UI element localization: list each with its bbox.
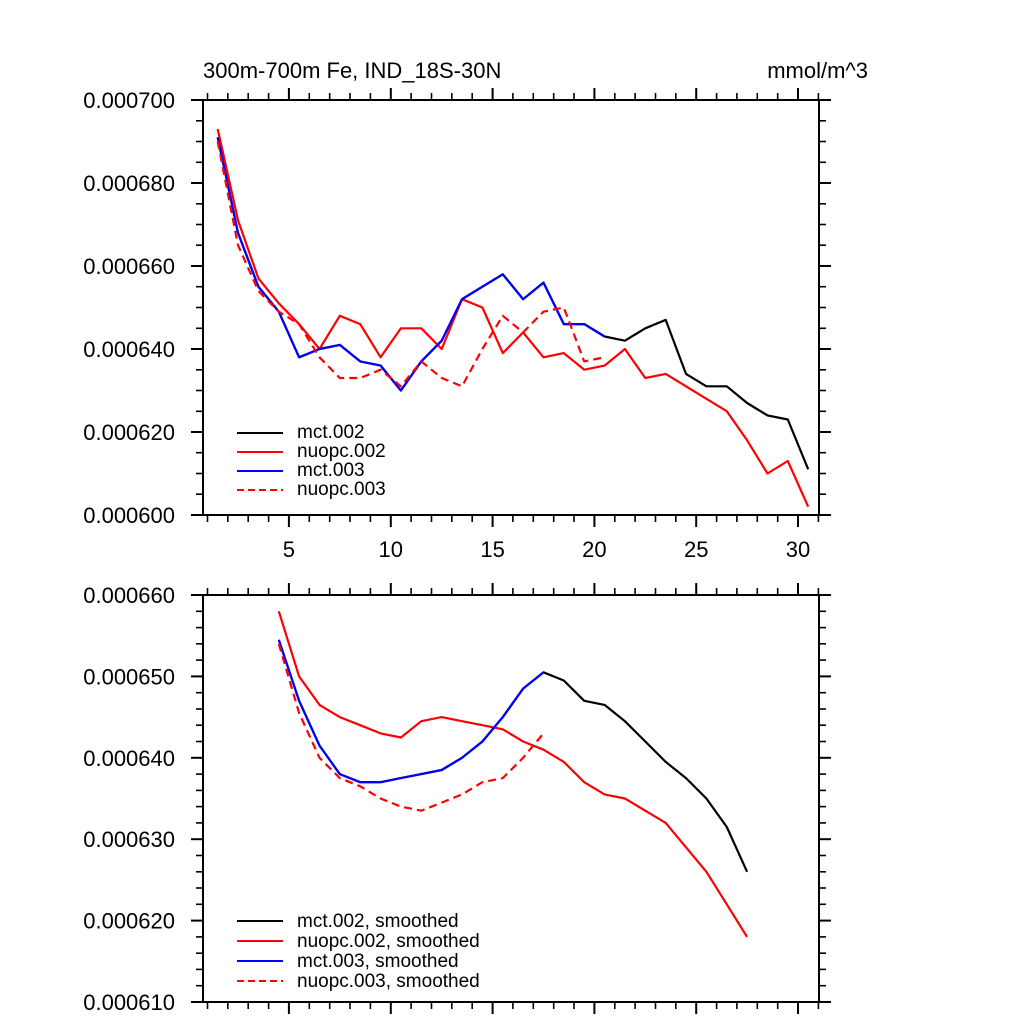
legend-entry <box>237 423 386 442</box>
y-tick-label: 0.000620 <box>83 420 175 445</box>
legend-label: nuopc.003, smoothed <box>297 970 480 992</box>
legend-line-swatch <box>237 978 283 984</box>
x-tick-label: 15 <box>480 537 505 562</box>
legend-entry <box>237 461 386 480</box>
legend-entry <box>237 931 480 951</box>
series-mct.003 <box>218 137 605 390</box>
legend-label: mct.003 <box>297 460 365 481</box>
legend-label: nuopc.002, smoothed <box>297 930 480 952</box>
legend-entry <box>237 911 480 931</box>
legend-line-swatch <box>237 430 283 436</box>
chart-title: 300m-700m Fe, IND_18S-30N <box>203 58 502 83</box>
series-nuopc.002-smoothed <box>279 611 747 937</box>
series-mct.002 <box>218 137 809 469</box>
legend-line-swatch <box>237 938 283 944</box>
y-tick-label: 0.000600 <box>83 503 175 528</box>
legend-line-swatch <box>237 918 283 924</box>
series-nuopc.003 <box>218 142 605 387</box>
y-tick-label: 0.000660 <box>83 583 175 608</box>
y-tick-label: 0.000640 <box>83 745 175 771</box>
series-mct.003-smoothed <box>279 640 544 782</box>
y-tick-label: 0.000700 <box>83 88 175 113</box>
legend-line-swatch <box>237 487 283 493</box>
legend-label: nuopc.002 <box>297 441 386 462</box>
legend-raw <box>237 423 386 499</box>
x-tick-label: 5 <box>282 537 296 562</box>
units-label: mmol/m^3 <box>767 58 868 83</box>
legend-line-swatch <box>237 449 283 455</box>
legend-entry <box>237 480 386 499</box>
legend-label: mct.003, smoothed <box>297 950 459 972</box>
series-nuopc.003-smoothed <box>279 644 544 811</box>
y-tick-label: 0.000680 <box>83 171 175 196</box>
legend-entry <box>237 951 480 971</box>
legend-smoothed <box>237 911 480 991</box>
x-tick-label: 30 <box>785 537 811 562</box>
legend-line-swatch <box>237 468 283 474</box>
x-tick-label: 10 <box>378 537 404 562</box>
legend-entry <box>237 971 480 991</box>
legend-line-swatch <box>237 958 283 964</box>
y-tick-label: 0.000630 <box>83 827 175 853</box>
legend-label: mct.002 <box>297 422 365 443</box>
y-tick-label: 0.000650 <box>83 664 175 690</box>
y-tick-label: 0.000610 <box>83 990 175 1015</box>
y-tick-label: 0.000640 <box>83 337 175 362</box>
legend-label: mct.002, smoothed <box>297 910 459 932</box>
x-tick-label: 20 <box>582 537 607 562</box>
y-tick-label: 0.000660 <box>83 254 175 279</box>
legend-entry <box>237 442 386 461</box>
legend-label: nuopc.003 <box>297 479 386 500</box>
x-tick-label: 25 <box>683 537 709 562</box>
y-tick-label: 0.000620 <box>83 908 175 934</box>
